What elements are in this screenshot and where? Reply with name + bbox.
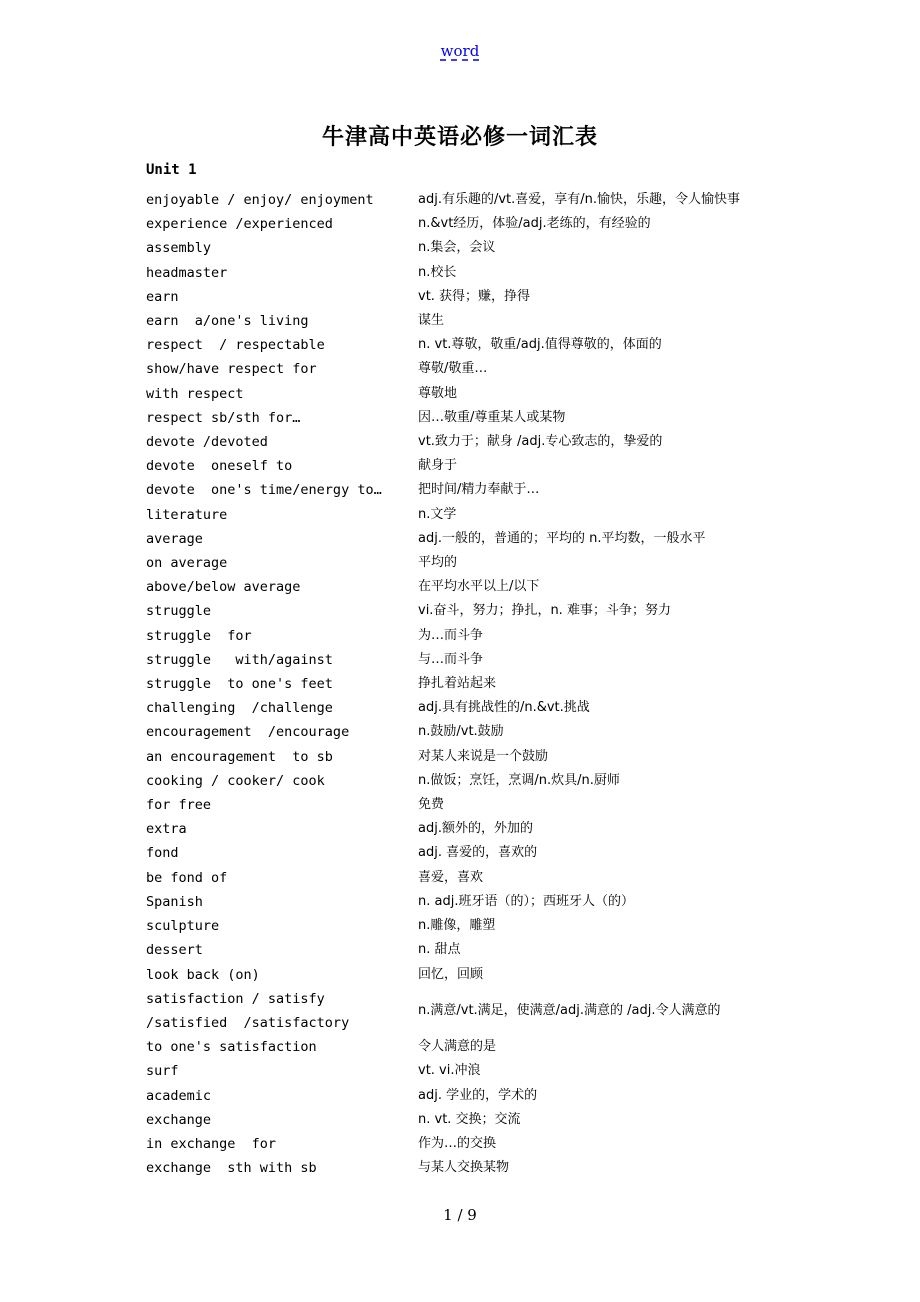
vocab-chinese: n.满意/vt.满足，使满意/adj.满意的 /adj.令人满意的 — [418, 1002, 721, 1018]
vocab-english: fond — [146, 845, 179, 862]
vocab-english: struggle to one's feet — [146, 676, 333, 693]
vocab-english: Spanish — [146, 893, 203, 910]
vocab-chinese: adj.额外的，外加的 — [418, 821, 533, 837]
vocab-chinese: 喜爱，喜欢 — [418, 869, 484, 885]
vocab-english: cooking / cooker/ cook — [146, 772, 325, 789]
page-number: 1 / 9 — [443, 1206, 477, 1224]
vocab-row — [146, 599, 826, 623]
vocab-english: sculpture — [146, 918, 220, 935]
vocab-chinese: n.雕像，雕塑 — [418, 918, 496, 934]
vocab-row — [146, 236, 826, 260]
vocab-english: respect / respectable — [146, 337, 325, 354]
vocab-english: struggle with/against — [146, 651, 333, 668]
vocab-chinese: 与…而斗争 — [418, 651, 484, 667]
header-word-link[interactable] — [0, 42, 920, 60]
vocab-row — [146, 866, 826, 890]
vocab-english: enjoyable / enjoy/ enjoyment — [146, 192, 374, 208]
vocab-row — [146, 720, 826, 744]
vocab-row — [146, 745, 826, 769]
vocab-english: devote oneself to — [146, 458, 293, 475]
vocab-row — [146, 575, 826, 599]
vocab-row — [146, 285, 826, 309]
vocab-row — [146, 1035, 826, 1059]
vocab-chinese: 与某人交换某物 — [418, 1160, 510, 1176]
vocab-chinese: vt. vi.冲浪 — [418, 1063, 481, 1079]
vocab-chinese: adj.一般的，普通的；平均的 n.平均数，一般水平 — [418, 530, 706, 546]
vocab-english: devote one's time/energy to… — [146, 482, 382, 499]
vocab-chinese: 对某人来说是一个鼓励 — [418, 748, 549, 764]
vocab-row — [146, 1084, 826, 1108]
vocab-chinese: 因…敬重/尊重某人或某物 — [418, 409, 566, 425]
vocab-chinese: adj. 喜爱的，喜欢的 — [418, 845, 538, 861]
vocab-english: literature — [146, 506, 228, 523]
vocab-row — [146, 841, 826, 865]
vocab-english: earn — [146, 288, 179, 305]
vocab-row — [146, 454, 826, 478]
vocab-english: an encouragement to sb — [146, 748, 333, 765]
vocab-english: devote /devoted — [146, 434, 268, 451]
vocab-chinese: n.做饭；烹饪，烹调/n.炊具/n.厨师 — [418, 772, 620, 788]
vocab-english: with respect — [146, 385, 244, 402]
vocab-chinese: adj.具有挑战性的/n.&vt.挑战 — [418, 700, 590, 716]
vocab-row — [146, 212, 826, 236]
vocab-english: show/have respect for — [146, 361, 317, 378]
vocab-chinese: 谋生 — [418, 313, 445, 329]
vocab-row — [146, 309, 826, 333]
vocab-english: look back (on) — [146, 966, 260, 983]
vocab-row — [146, 1059, 826, 1083]
vocab-row — [146, 672, 826, 696]
vocab-row — [146, 648, 826, 672]
vocab-english: exchange — [146, 1111, 212, 1128]
vocab-row — [146, 1156, 826, 1180]
vocab-row — [146, 478, 826, 502]
vocab-chinese: n. vt.尊敬，敬重/adj.值得尊敬的，体面的 — [418, 337, 662, 353]
vocab-chinese: 在平均水平以上/以下 — [418, 579, 540, 595]
vocab-row — [146, 769, 826, 793]
vocab-row — [146, 527, 826, 551]
vocab-row — [146, 914, 826, 938]
vocab-chinese: 把时间/精力奉献于… — [418, 482, 540, 498]
vocab-english: respect sb/sth for… — [146, 409, 301, 426]
vocab-chinese: n. adj.班牙语（的）；西班牙人（的） — [418, 893, 634, 909]
vocab-chinese: n. 甜点 — [418, 942, 461, 958]
vocab-chinese: vi.奋斗，努力；挣扎，n. 难事；斗争；努力 — [418, 603, 671, 619]
vocab-english: earn a/one's living — [146, 313, 309, 330]
vocab-english: surf — [146, 1063, 179, 1080]
vocab-chinese: 挣扎着站起来 — [418, 676, 497, 692]
vocab-chinese: vt. 获得；赚，挣得 — [418, 288, 531, 304]
vocab-english: average — [146, 530, 203, 547]
vocab-english: academic — [146, 1087, 212, 1104]
vocab-chinese: 回忆，回顾 — [418, 966, 484, 982]
vocab-english: for free — [146, 797, 212, 814]
vocab-english: satisfaction / satisfy /satisfied /satisfactory — [146, 990, 350, 1031]
vocab-row — [146, 938, 826, 962]
vocab-chinese: vt.致力于；献身 /adj.专心致志的，挚爱的 — [418, 434, 663, 450]
vocab-english: be fond of — [146, 869, 228, 886]
vocab-chinese: 献身于 — [418, 458, 458, 474]
vocab-english: encouragement /encourage — [146, 724, 350, 741]
vocab-row — [146, 261, 826, 285]
vocab-english: above/below average — [146, 579, 301, 596]
vocab-row — [146, 1108, 826, 1132]
vocab-row — [146, 1132, 826, 1156]
vocab-english: on average — [146, 555, 228, 572]
vocab-english: struggle — [146, 603, 212, 620]
vocab-row — [146, 963, 826, 987]
vocab-chinese: 免费 — [418, 797, 445, 813]
vocab-row — [146, 406, 826, 430]
vocab-row — [146, 503, 826, 527]
vocab-row — [146, 987, 826, 1035]
vocab-row — [146, 188, 826, 212]
document-title: 牛津高中英语必修一词汇表 — [321, 124, 598, 150]
vocab-row — [146, 817, 826, 841]
vocab-chinese: n.集会，会议 — [418, 240, 496, 256]
vocab-chinese: n. vt. 交换；交流 — [418, 1111, 521, 1127]
vocab-english: dessert — [146, 942, 203, 959]
vocab-english: experience /experienced — [146, 216, 333, 233]
vocab-row — [146, 890, 826, 914]
vocab-row — [146, 551, 826, 575]
vocabulary-table — [146, 188, 826, 1180]
vocab-row — [146, 357, 826, 381]
vocab-english: in exchange for — [146, 1135, 277, 1152]
vocab-row — [146, 430, 826, 454]
vocab-english: exchange sth with sb — [146, 1160, 317, 1177]
vocab-chinese: n.文学 — [418, 506, 457, 522]
vocab-chinese: n.鼓励/vt.鼓励 — [418, 724, 504, 740]
vocab-english: to one's satisfaction — [146, 1039, 317, 1056]
vocab-chinese: 尊敬/敬重… — [418, 361, 488, 377]
vocab-chinese: adj. 学业的，学术的 — [418, 1087, 538, 1103]
vocab-chinese: 令人满意的是 — [418, 1039, 497, 1055]
vocab-row — [146, 624, 826, 648]
vocab-chinese: 作为…的交换 — [418, 1135, 497, 1151]
vocab-chinese: n.&vt经历，体验/adj.老练的，有经验的 — [418, 216, 651, 232]
header-link-text[interactable]: word — [440, 42, 480, 60]
vocab-english: assembly — [146, 240, 212, 257]
vocab-chinese: n.校长 — [418, 264, 457, 280]
vocab-chinese: adj.有乐趣的/vt.喜爱，享有/n.愉快，乐趣，令人愉快事 — [418, 192, 741, 207]
unit-heading: Unit 1 — [146, 162, 197, 178]
vocab-chinese: 尊敬地 — [418, 385, 458, 401]
vocab-english: challenging /challenge — [146, 700, 333, 717]
vocab-row — [146, 793, 826, 817]
vocab-english: struggle for — [146, 627, 252, 644]
vocab-english: headmaster — [146, 264, 228, 281]
vocab-row — [146, 333, 826, 357]
vocab-chinese: 平均的 — [418, 555, 458, 571]
vocab-row — [146, 696, 826, 720]
vocab-english: extra — [146, 821, 187, 838]
vocab-row — [146, 382, 826, 406]
vocab-chinese: 为…而斗争 — [418, 627, 484, 643]
